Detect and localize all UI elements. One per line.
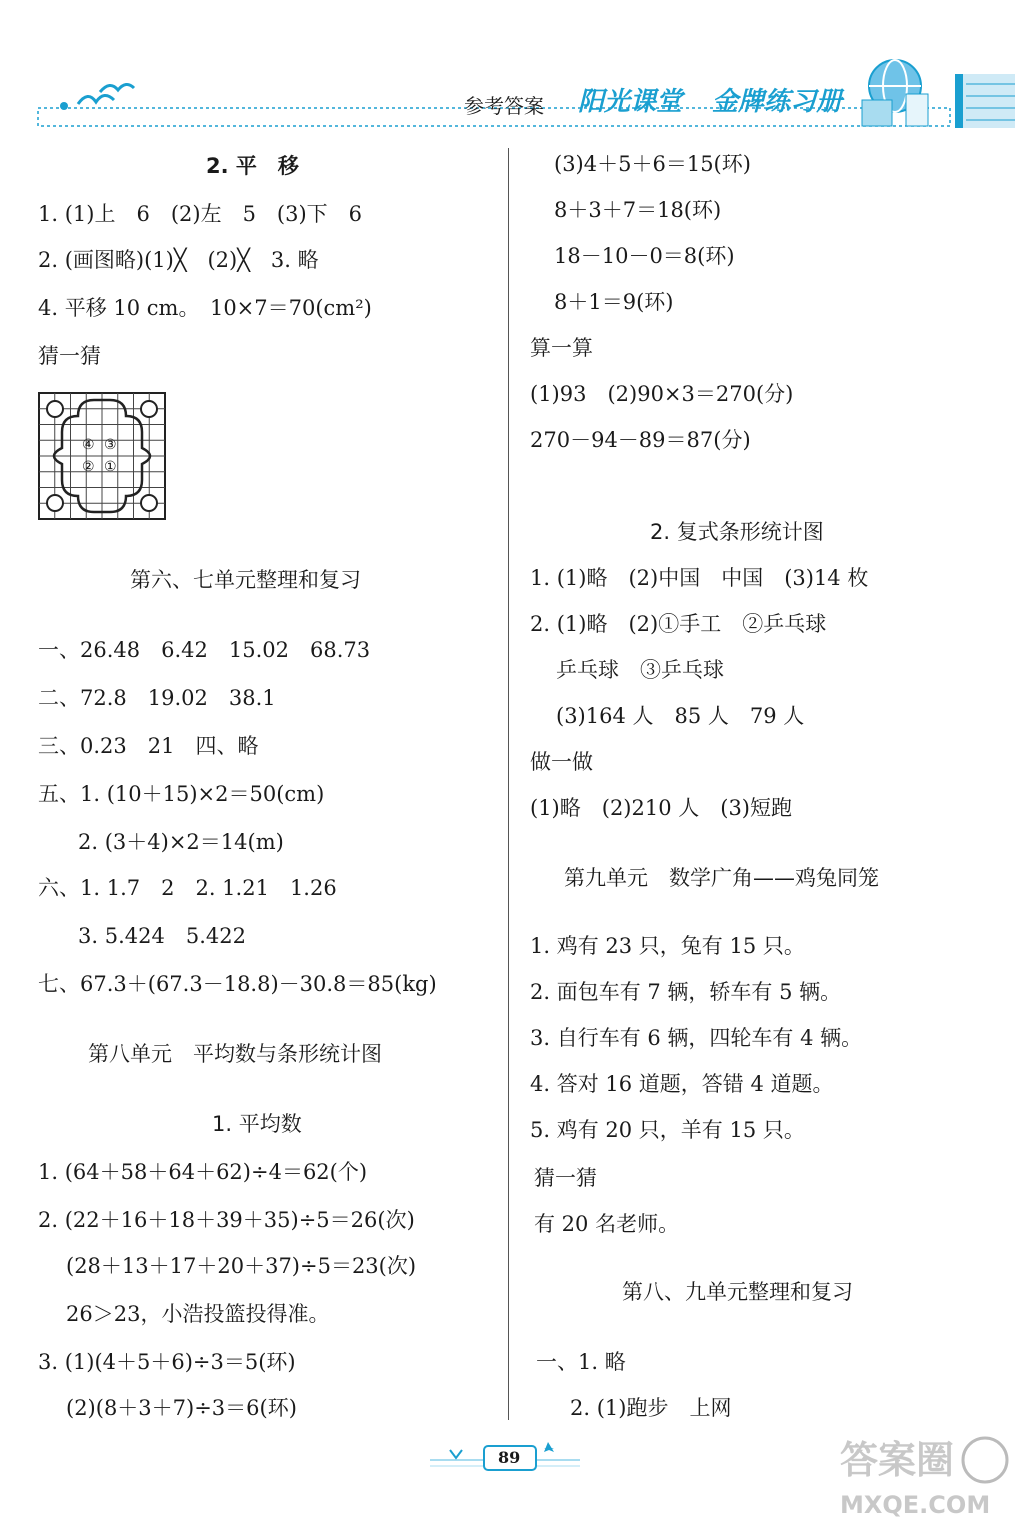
bird-icon xyxy=(100,84,134,92)
grid-cell-label: ② xyxy=(82,459,95,475)
answer-line: 5. 鸡有 20 只，羊有 15 只。 xyxy=(530,1118,805,1142)
subheading-guess: 猜一猜 xyxy=(534,1166,597,1190)
section-title-compound-bar: 2. 复式条形统计图 xyxy=(650,520,824,544)
answer-line: 有 20 名老师。 xyxy=(534,1212,680,1236)
answer-line: (3)4＋5＋6＝15(环) xyxy=(554,152,751,176)
answer-line: 一、26.48 6.42 15.02 68.73 xyxy=(38,638,371,662)
bird-icon xyxy=(78,95,114,104)
answer-line: 一、1. 略 xyxy=(536,1350,626,1374)
answer-line: 8＋3＋7＝18(环) xyxy=(554,198,722,222)
answer-line: 二、72.8 19.02 38.1 xyxy=(38,686,276,710)
answer-line: 4. 平移 10 cm。 10×7＝70(cm²) xyxy=(38,296,372,320)
answer-label: 参考答案 xyxy=(464,94,544,118)
answer-line: 1. (64＋58＋64＋62)÷4＝62(个) xyxy=(38,1160,368,1184)
section-title-review-6-7: 第六、七单元整理和复习 xyxy=(130,568,361,592)
answer-line: (28＋13＋17＋20＋37)÷5＝23(次) xyxy=(66,1254,417,1278)
answer-line: 三、0.23 21 四、略 xyxy=(38,734,259,758)
section-title-unit-8: 第八单元 平均数与条形统计图 xyxy=(88,1042,382,1066)
answer-line: 1. (1)上 6 (2)左 5 (3)下 6 xyxy=(38,202,363,226)
answer-line: (1)略 (2)210 人 (3)短跑 xyxy=(530,796,792,820)
series-title: 阳光课堂 xyxy=(578,87,683,117)
answer-line: 六、1. 1.7 2 2. 1.21 1.26 xyxy=(38,876,337,900)
answer-line: 4. 答对 16 道题，答错 4 道题。 xyxy=(530,1072,834,1096)
answer-line: 2. 面包车有 7 辆，轿车有 5 辆。 xyxy=(530,980,842,1004)
answer-line: (3)164 人 85 人 79 人 xyxy=(556,704,805,728)
grid-cell-label: ④ xyxy=(82,437,95,453)
answer-line: 270－94－89＝87(分) xyxy=(530,428,751,452)
subheading-guess: 猜一猜 xyxy=(38,344,101,368)
answer-line: 2. (画图略)(1)╳ (2)╳ 3. 略 xyxy=(38,248,319,272)
answer-line: 8＋1＝9(环) xyxy=(554,290,674,314)
dot-icon xyxy=(60,102,68,110)
section-title-average: 1. 平均数 xyxy=(212,1112,302,1136)
answer-line: (2)(8＋3＋7)÷3＝6(环) xyxy=(66,1396,297,1420)
answer-line: 1. 鸡有 23 只，兔有 15 只。 xyxy=(530,934,805,958)
answer-line: 1. (1)略 (2)中国 中国 (3)14 枚 xyxy=(530,566,869,590)
section-title-unit-9: 第九单元 数学广角——鸡兔同笼 xyxy=(564,866,879,890)
grid-cell-label: ① xyxy=(104,459,117,475)
answer-line: 2. (1)略 (2)①手工 ②乒乓球 xyxy=(530,612,827,636)
star-icon xyxy=(450,1450,462,1458)
book-title: 金牌练习册 xyxy=(712,87,843,117)
column-divider xyxy=(508,148,509,1420)
watermark-url: MXQE.COM xyxy=(840,1491,991,1519)
book-icon xyxy=(862,100,892,126)
subheading-do: 做一做 xyxy=(530,750,593,774)
grid-cell-label: ③ xyxy=(104,437,117,453)
watermark-logo xyxy=(963,1438,1007,1482)
star-icon xyxy=(544,1442,554,1452)
answer-line: 26＞23，小浩投篮投得准。 xyxy=(66,1302,330,1326)
page-header xyxy=(0,0,1034,140)
section-title-translation: 2. 平 移 xyxy=(206,154,299,178)
answer-line: (1)93 (2)90×3＝270(分) xyxy=(530,382,794,406)
answer-line: 3. (1)(4＋5＋6)÷3＝5(环) xyxy=(38,1350,296,1374)
answer-line: 2. (22＋16＋18＋39＋35)÷5＝26(次) xyxy=(38,1208,415,1232)
grid-figure xyxy=(38,392,166,520)
page-footer xyxy=(0,1420,1034,1536)
answer-line: 七、67.3＋(67.3－18.8)－30.8＝85(kg) xyxy=(38,972,437,996)
answer-line: 2. (3＋4)×2＝14(m) xyxy=(78,830,284,854)
answer-line: 3. 自行车有 6 辆，四轮车有 4 辆。 xyxy=(530,1026,863,1050)
answer-line: 18－10－0＝8(环) xyxy=(554,244,735,268)
section-title-review-8-9: 第八、九单元整理和复习 xyxy=(622,1280,853,1304)
answer-line: 2. (1)跑步 上网 xyxy=(570,1396,732,1420)
page-number: 89 xyxy=(498,1448,521,1467)
watermark-text: 答案圈 xyxy=(840,1438,955,1482)
answer-line: 3. 5.424 5.422 xyxy=(78,924,246,948)
answer-line: 五、1. (10＋15)×2＝50(cm) xyxy=(38,782,325,806)
subheading-calc: 算一算 xyxy=(530,336,593,360)
answer-line: 乒乓球 ③乒乓球 xyxy=(556,658,724,682)
